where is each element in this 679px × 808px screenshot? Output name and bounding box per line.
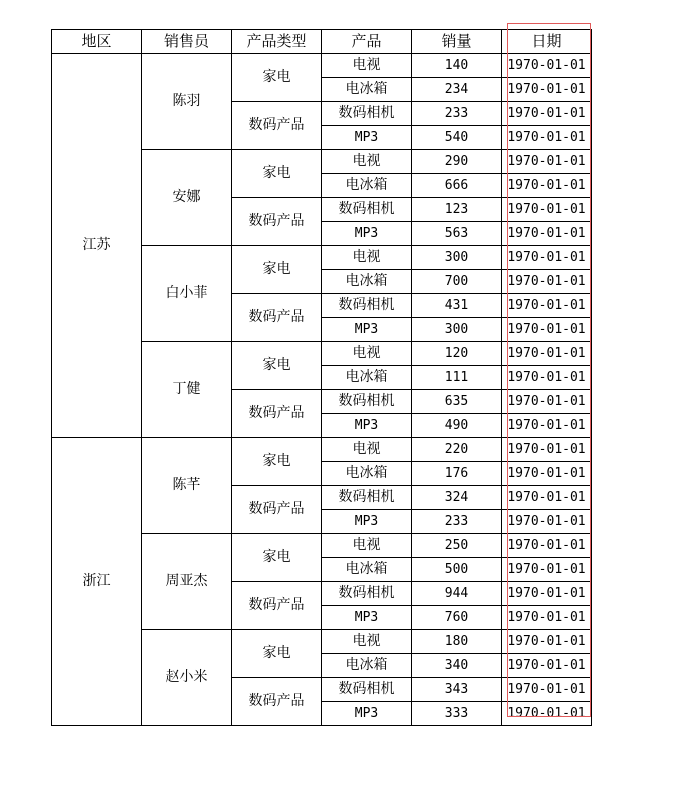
seller-cell[interactable]: 周亚杰 — [142, 534, 232, 630]
seller-cell[interactable]: 丁健 — [142, 342, 232, 438]
seller-cell[interactable]: 白小菲 — [142, 246, 232, 342]
qty-cell[interactable]: 111 — [412, 366, 502, 390]
product-cell[interactable]: 电视 — [322, 246, 412, 270]
qty-cell[interactable]: 233 — [412, 510, 502, 534]
date-cell[interactable]: 1970-01-01 — [502, 78, 592, 102]
type-cell[interactable]: 家电 — [232, 54, 322, 102]
product-cell[interactable]: 数码相机 — [322, 678, 412, 702]
type-cell[interactable]: 数码产品 — [232, 102, 322, 150]
product-cell[interactable]: 数码相机 — [322, 486, 412, 510]
header-region[interactable]: 地区 — [52, 30, 142, 54]
date-cell[interactable]: 1970-01-01 — [502, 150, 592, 174]
date-cell[interactable]: 1970-01-01 — [502, 462, 592, 486]
product-cell[interactable]: MP3 — [322, 414, 412, 438]
product-cell[interactable]: 数码相机 — [322, 582, 412, 606]
date-cell[interactable]: 1970-01-01 — [502, 654, 592, 678]
product-cell[interactable]: MP3 — [322, 606, 412, 630]
date-cell[interactable]: 1970-01-01 — [502, 438, 592, 462]
qty-cell[interactable]: 180 — [412, 630, 502, 654]
product-cell[interactable]: MP3 — [322, 702, 412, 726]
date-cell[interactable]: 1970-01-01 — [502, 294, 592, 318]
qty-cell[interactable]: 760 — [412, 606, 502, 630]
type-cell[interactable]: 数码产品 — [232, 486, 322, 534]
qty-cell[interactable]: 220 — [412, 438, 502, 462]
date-cell[interactable]: 1970-01-01 — [502, 174, 592, 198]
date-cell[interactable]: 1970-01-01 — [502, 582, 592, 606]
product-cell[interactable]: 电冰箱 — [322, 558, 412, 582]
product-cell[interactable]: 电冰箱 — [322, 462, 412, 486]
date-cell[interactable]: 1970-01-01 — [502, 54, 592, 78]
region-cell[interactable]: 浙江 — [52, 438, 142, 726]
qty-cell[interactable]: 123 — [412, 198, 502, 222]
product-cell[interactable]: MP3 — [322, 510, 412, 534]
date-cell[interactable]: 1970-01-01 — [502, 510, 592, 534]
type-cell[interactable]: 家电 — [232, 438, 322, 486]
seller-cell[interactable]: 陈羽 — [142, 54, 232, 150]
product-cell[interactable]: 电冰箱 — [322, 366, 412, 390]
date-cell[interactable]: 1970-01-01 — [502, 102, 592, 126]
qty-cell[interactable]: 490 — [412, 414, 502, 438]
qty-cell[interactable]: 500 — [412, 558, 502, 582]
qty-cell[interactable]: 635 — [412, 390, 502, 414]
type-cell[interactable]: 家电 — [232, 630, 322, 678]
qty-cell[interactable]: 343 — [412, 678, 502, 702]
date-cell[interactable]: 1970-01-01 — [502, 126, 592, 150]
product-cell[interactable]: 电冰箱 — [322, 270, 412, 294]
type-cell[interactable]: 家电 — [232, 534, 322, 582]
date-cell[interactable]: 1970-01-01 — [502, 318, 592, 342]
product-cell[interactable]: 电冰箱 — [322, 78, 412, 102]
type-cell[interactable]: 家电 — [232, 342, 322, 390]
qty-cell[interactable]: 944 — [412, 582, 502, 606]
date-cell[interactable]: 1970-01-01 — [502, 606, 592, 630]
qty-cell[interactable]: 300 — [412, 318, 502, 342]
qty-cell[interactable]: 340 — [412, 654, 502, 678]
header-type[interactable]: 产品类型 — [232, 30, 322, 54]
header-date[interactable]: 日期 — [502, 30, 592, 54]
product-cell[interactable]: 数码相机 — [322, 390, 412, 414]
qty-cell[interactable]: 540 — [412, 126, 502, 150]
product-cell[interactable]: MP3 — [322, 318, 412, 342]
product-cell[interactable]: 数码相机 — [322, 198, 412, 222]
type-cell[interactable]: 数码产品 — [232, 198, 322, 246]
date-cell[interactable]: 1970-01-01 — [502, 246, 592, 270]
qty-cell[interactable]: 300 — [412, 246, 502, 270]
seller-cell[interactable]: 赵小米 — [142, 630, 232, 726]
type-cell[interactable]: 家电 — [232, 246, 322, 294]
date-cell[interactable]: 1970-01-01 — [502, 558, 592, 582]
qty-cell[interactable]: 666 — [412, 174, 502, 198]
date-cell[interactable]: 1970-01-01 — [502, 486, 592, 510]
header-product[interactable]: 产品 — [322, 30, 412, 54]
qty-cell[interactable]: 176 — [412, 462, 502, 486]
type-cell[interactable]: 数码产品 — [232, 678, 322, 726]
qty-cell[interactable]: 290 — [412, 150, 502, 174]
product-cell[interactable]: 电视 — [322, 630, 412, 654]
date-cell[interactable]: 1970-01-01 — [502, 630, 592, 654]
product-cell[interactable]: 电视 — [322, 342, 412, 366]
product-cell[interactable]: 电冰箱 — [322, 174, 412, 198]
date-cell[interactable]: 1970-01-01 — [502, 678, 592, 702]
qty-cell[interactable]: 120 — [412, 342, 502, 366]
product-cell[interactable]: 数码相机 — [322, 102, 412, 126]
date-cell[interactable]: 1970-01-01 — [502, 390, 592, 414]
product-cell[interactable]: MP3 — [322, 222, 412, 246]
date-column-selection[interactable] — [507, 23, 591, 717]
product-cell[interactable]: 电视 — [322, 534, 412, 558]
qty-cell[interactable]: 563 — [412, 222, 502, 246]
date-cell[interactable]: 1970-01-01 — [502, 198, 592, 222]
type-cell[interactable]: 数码产品 — [232, 390, 322, 438]
date-cell[interactable]: 1970-01-01 — [502, 702, 592, 726]
date-cell[interactable]: 1970-01-01 — [502, 222, 592, 246]
seller-cell[interactable]: 陈芊 — [142, 438, 232, 534]
qty-cell[interactable]: 431 — [412, 294, 502, 318]
product-cell[interactable]: MP3 — [322, 126, 412, 150]
product-cell[interactable]: 电视 — [322, 438, 412, 462]
header-qty[interactable]: 销量 — [412, 30, 502, 54]
product-cell[interactable]: 电视 — [322, 150, 412, 174]
region-cell[interactable]: 江苏 — [52, 54, 142, 438]
date-cell[interactable]: 1970-01-01 — [502, 342, 592, 366]
date-cell[interactable]: 1970-01-01 — [502, 414, 592, 438]
date-cell[interactable]: 1970-01-01 — [502, 270, 592, 294]
date-cell[interactable]: 1970-01-01 — [502, 534, 592, 558]
qty-cell[interactable]: 233 — [412, 102, 502, 126]
qty-cell[interactable]: 234 — [412, 78, 502, 102]
product-cell[interactable]: 数码相机 — [322, 294, 412, 318]
qty-cell[interactable]: 333 — [412, 702, 502, 726]
seller-cell[interactable]: 安娜 — [142, 150, 232, 246]
header-seller[interactable]: 销售员 — [142, 30, 232, 54]
qty-cell[interactable]: 140 — [412, 54, 502, 78]
qty-cell[interactable]: 250 — [412, 534, 502, 558]
date-cell[interactable]: 1970-01-01 — [502, 366, 592, 390]
qty-cell[interactable]: 700 — [412, 270, 502, 294]
product-cell[interactable]: 电视 — [322, 54, 412, 78]
type-cell[interactable]: 数码产品 — [232, 294, 322, 342]
type-cell[interactable]: 数码产品 — [232, 582, 322, 630]
qty-cell[interactable]: 324 — [412, 486, 502, 510]
product-cell[interactable]: 电冰箱 — [322, 654, 412, 678]
type-cell[interactable]: 家电 — [232, 150, 322, 198]
